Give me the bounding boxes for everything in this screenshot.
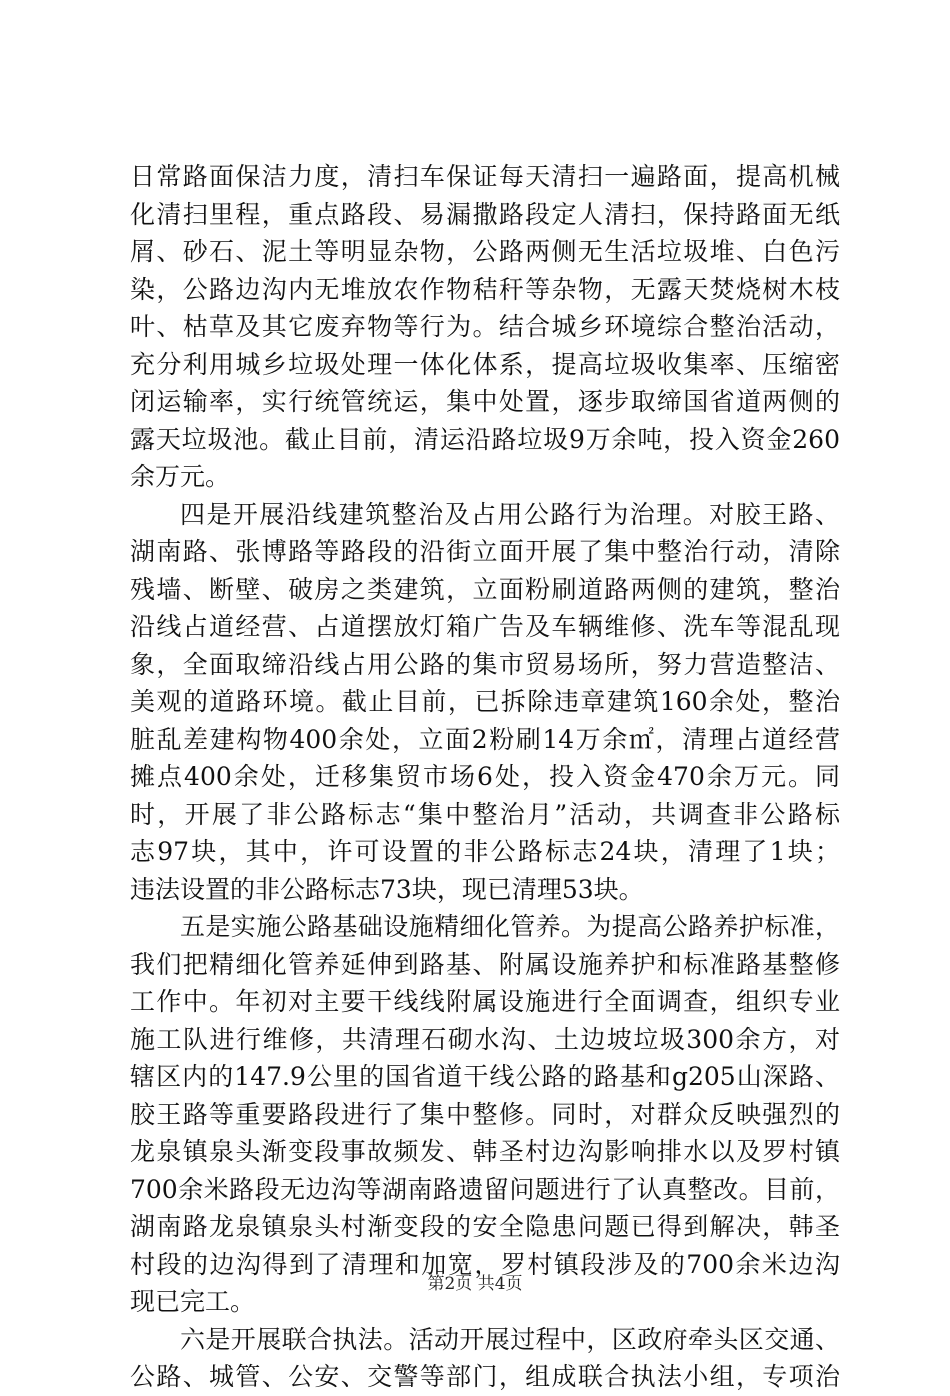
text-line: 辖区内的147.9公里的国省道干线公路的路基和g205山深路、	[130, 1062, 840, 1091]
text-line: 化清扫里程，重点路段、易漏撒路段定人清扫，保持路面无纸	[130, 199, 840, 229]
text-line: 胶王路等重要路段进行了集中整修。同时，对群众反映强烈的	[130, 1099, 840, 1129]
text-line: 现已完工。	[130, 1287, 256, 1316]
text-line: 染，公路边沟内无堆放农作物秸秆等杂物，无露天焚烧树木枝	[130, 274, 840, 304]
text-line: 湖南路、张博路等路段的沿街立面开展了集中整治行动，清除	[130, 537, 840, 566]
text-line: 闭运输率，实行统管统运，集中处置，逐步取缔国省道两侧的	[130, 387, 840, 416]
text-line: 工作中。年初对主要干线线附属设施进行全面调查，组织专业	[130, 987, 840, 1016]
text-line: 沿线占道经营、占道摆放灯箱广告及车辆维修、洗车等混乱现	[130, 612, 840, 641]
text-line: 违法设置的非公路标志73块，现已清理53块。	[130, 874, 644, 904]
text-line: 屑、砂石、泥土等明显杂物，公路两侧无生活垃圾堆、白色污	[130, 237, 840, 266]
page-footer: 第2页 共4页	[427, 1274, 523, 1294]
text-line: 时，开展了非公路标志“集中整治月”活动，共调查非公路标	[130, 799, 840, 829]
paragraph-start-line: 六是开展联合执法。活动开展过程中，区政府牵头区交通、	[180, 1324, 840, 1354]
text-line: 叶、枯草及其它废弃物等行为。结合城乡环境综合整治活动，	[130, 312, 840, 341]
text-line: 余万元。	[130, 462, 231, 491]
body-text	[130, 158, 840, 1396]
text-line: 公路、城管、公安、交警等部门，组成联合执法小组，专项治	[130, 1362, 840, 1391]
text-line: 700余米路段无边沟等湖南路遗留问题进行了认真整改。目前，	[130, 1174, 840, 1204]
text-line: 美观的道路环境。截止目前，已拆除违章建筑160余处，整治	[130, 687, 840, 716]
text-line: 龙泉镇泉头渐变段事故频发、韩圣村边沟影响排水以及罗村镇	[130, 1137, 840, 1166]
text-line: 日常路面保洁力度，清扫车保证每天清扫一遍路面，提高机械	[130, 162, 840, 191]
text-line: 我们把精细化管养延伸到路基、附属设施养护和标准路基整修	[130, 949, 840, 979]
text-line: 志97块，其中，许可设置的非公路标志24块，清理了1块；	[130, 837, 840, 866]
text-line: 充分利用城乡垃圾处理一体化体系，提高垃圾收集率、压缩密	[130, 349, 840, 379]
text-line: 象，全面取缔沿线占用公路的集市贸易场所，努力营造整洁、	[130, 649, 840, 679]
text-line: 残墙、断壁、破房之类建筑，立面粉刷道路两侧的建筑，整治	[130, 574, 840, 604]
text-line: 湖南路龙泉镇泉头村渐变段的安全隐患问题已得到解决，韩圣	[130, 1212, 840, 1241]
text-line: 脏乱差建构物400余处，立面2粉刷14万余㎡，清理占道经营	[130, 724, 840, 754]
text-line: 摊点400余处，迁移集贸市场6处，投入资金470余万元。同	[130, 762, 840, 791]
paragraph-start-line: 五是实施公路基础设施精细化管养。为提高公路养护标准，	[180, 912, 840, 941]
paragraph-start-line: 四是开展沿线建筑整治及占用公路行为治理。对胶王路、	[180, 499, 840, 529]
text-line: 施工队进行维修，共清理石砌水沟、土边坡垃圾300余方，对	[130, 1024, 840, 1054]
text-line: 露天垃圾池。截止目前，清运沿路垃圾9万余吨，投入资金260	[130, 424, 840, 454]
text-line: 村段的边沟得到了清理和加宽，罗村镇段涉及的700余米边沟	[130, 1249, 840, 1279]
